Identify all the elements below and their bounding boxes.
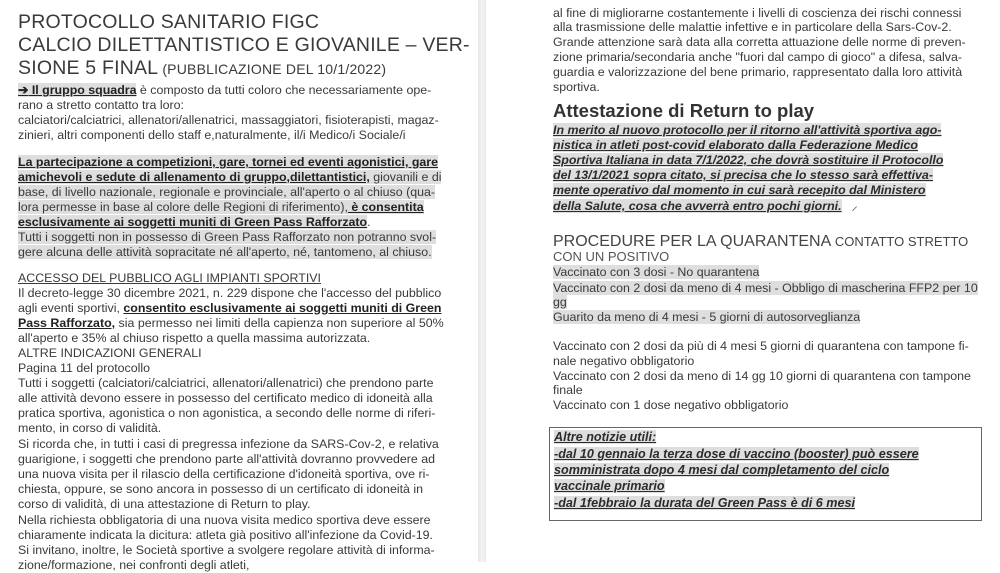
notizie-line-2: somministrata dopo 4 mesi dal completamento del ciclo [554, 463, 890, 477]
indicazioni-line-13: zione/formazione, nei confronti degli atleti, [18, 558, 250, 572]
quarantena-item-4: Vaccinato con 2 dosi da più di 4 mesi 5 giorni di quarantena con tampone fi- [553, 339, 969, 353]
pen-mark-icon: ⸝ [851, 199, 858, 213]
quarantena-item-3: Guarito da meno di 4 mesi - 5 giorni di autosorveglianza [553, 310, 861, 324]
quarantena-item-2: Vaccinato con 2 dosi da meno di 4 mesi - Obbligo di mascherina FFP2 per 10 [553, 281, 978, 295]
quarantena-heading-2: CON UN POSITIVO [553, 249, 670, 264]
accesso-line-4: all'aperto e 35% al chiuso rispetto a quella massima autorizzata. [18, 331, 371, 345]
quarantena-item-5: Vaccinato con 2 dosi da meno di 14 gg 10 giorni di quarantena con tampone [553, 369, 971, 383]
indicazioni-line-7: una nuova visita per il rilascio della certificazione d'idoneità sportiva, ove ri- [18, 467, 430, 481]
indicazioni-line-8: chiesta, oppure, se sono ancora in possesso di un certificato di idoneità in [18, 482, 424, 496]
indicazioni-line-12: Si invitano, inoltre, le Società sportive a svolgere regolare attività di informa- [18, 543, 435, 557]
notizie-line-3: vaccinale primario [554, 479, 665, 493]
doc-title-line-1: PROTOCOLLO SANITARIO FIGC [18, 11, 320, 33]
quarantena-item-5-cont: finale [553, 383, 583, 397]
indicazioni-line-6: guarigione, i soggetti che prendono parte all'attività dovranno provvedere ad [18, 452, 436, 466]
indicazioni-line-4: mento, in corso di validità. [18, 421, 162, 435]
left-page [0, 0, 478, 572]
quarantena-item-6: Vaccinato con 1 dose negativo obbligatorio [553, 398, 789, 412]
partecipazione-line-7: gere alcuna delle attività sopracitate né all'aperto, né, tantomeno, al chiuso. [18, 245, 432, 259]
indicazioni-line-3: pratica sportiva, agonistica o non agonistica, a secondo delle norme di riferi- [18, 406, 436, 420]
rtp-line-3: Sportiva Italiana in data 7/1/2022, che dovrà sostituire il Protocollo [553, 153, 944, 167]
rtp-heading: Attestazione di Return to play [553, 100, 815, 121]
rtp-line-6: della Salute, cosa che avverrà entro pochi giorni. ⸝ [553, 199, 858, 213]
notizie-title: Altre notizie utili: [554, 430, 657, 444]
page-gutter [478, 0, 486, 562]
indicazioni-line-9: corso di validità, di una attestazione di Return to play. [18, 497, 311, 511]
intro-line-2: alla trasmissione delle malattie infettive e in particolare della Sars-Cov-2. [553, 20, 952, 34]
gruppo-line-3: calciatori/calciatrici, allenatori/allenatrici, massaggiatori, fisioterapisti, magaz- [18, 113, 439, 127]
doc-title-line-2: CALCIO DILETTANTISTICO E GIOVANILE – VER- [18, 34, 470, 56]
altre-indicazioni-heading: ALTRE INDICAZIONI GENERALI [18, 346, 202, 360]
intro-line-4: zione primaria/secondaria anche "fuori dal campo di gioco" a difesa, salva- [553, 50, 962, 64]
rtp-line-2: nistica in atleti post-covid elaborato dalla Federazione Medico [553, 138, 918, 152]
gruppo-line-1: ➔ Il gruppo squadra è composto da tutti coloro che necessariamente ope- [18, 83, 432, 97]
page-reference: Pagina 11 del protocollo [18, 361, 151, 375]
indicazioni-line-5: Si ricorda che, in tutti i casi di pregressa infezione da SARS-Cov-2, e relativa [18, 437, 439, 451]
rtp-line-1: In merito al nuovo protocollo per il ritorno all'attività sportiva ago- [553, 123, 942, 137]
rtp-line-4: del 13/1/2021 sopra citato, si precisa che lo stesso sarà effettiva- [553, 168, 933, 182]
quarantena-heading: PROCEDURE PER LA QUARANTENA CONTATTO STRETTO [553, 233, 969, 250]
quarantena-item-1: Vaccinato con 3 dosi - No quarantena [553, 265, 760, 279]
doc-title-line-3: SIONE 5 FINAL (PUBBLICAZIONE DEL 10/1/2022) [18, 57, 387, 79]
accesso-line-2: agli eventi sportivi, consentito esclusivamente ai soggetti muniti di Green [18, 301, 442, 315]
intro-line-6: sportiva. [553, 80, 600, 94]
partecipazione-line-6: Tutti i soggetti non in possesso di Green Pass Rafforzato non potranno svol- [18, 230, 437, 244]
rtp-line-5: mente operativo dal momento in cui sarà recepito dal Ministero [553, 183, 926, 197]
indicazioni-line-10: Nella richiesta obbligatoria di una nuova visita medico sportiva deve essere [18, 513, 431, 527]
notizie-line-4: -dal 1febbraio la durata del Green Pass è di 6 mesi [554, 496, 855, 510]
partecipazione-line-3: base, di livello nazionale, regionale e provinciale, all'aperto o al chiuso (qua- [18, 185, 436, 199]
accesso-heading: ACCESSO DEL PUBBLICO AGLI IMPIANTI SPORTIVI [18, 271, 321, 285]
arrow-icon: ➔ [18, 83, 29, 97]
partecipazione-line-2: amichevoli e sedute di allenamento di gruppo,dilettantistici, giovanili e di [18, 170, 442, 184]
quarantena-item-4-cont: nale negativo obbligatorio [553, 354, 695, 368]
partecipazione-line-5: esclusivamente ai soggetti muniti di Green Pass Rafforzato. [18, 215, 371, 229]
notizie-line-1: -dal 10 gennaio la terza dose di vaccino (booster) può essere [554, 447, 919, 461]
gruppo-line-4: zinieri, altri componenti dello staff e,naturalmente, il/i Medico/i Sociale/i [18, 128, 406, 142]
intro-line-1: al fine di migliorarne costantemente i livelli di coscienza dei rischi connessi [553, 6, 962, 20]
indicazioni-line-2: alle attività devono essere in possesso del certificato medico di idoneità alla [18, 391, 433, 405]
intro-line-5: guardia e valorizzazione del bene primario, rappresentato dalla loro attività [553, 65, 963, 79]
gruppo-line-2: rano a stretto contatto tra loro: [18, 98, 184, 112]
indicazioni-line-1: Tutti i soggetti (calciatori/calciatrici, allenatori/allenatrici) che prendono parte [18, 376, 434, 390]
accesso-line-1: Il decreto-legge 30 dicembre 2021, n. 229 dispone che l'accesso del pubblico [18, 286, 442, 300]
intro-line-3: Grande attenzione sarà data alla corretta attuazione delle norme di preven- [553, 35, 966, 49]
partecipazione-line-1: La partecipazione a competizioni, gare, tornei ed eventi agonistici, gare [18, 155, 439, 169]
partecipazione-line-4: lora permesse in base al colore delle Regioni di riferimento), è consentita [18, 200, 424, 214]
accesso-line-3: Pass Rafforzato, sia permesso nei limiti della capienza non superiore al 50% [18, 316, 444, 330]
indicazioni-line-11: chiaramente indicata la dicitura: atleta già positivo all'infezione da Covid-19. [18, 528, 433, 542]
quarantena-item-2-cont: gg [553, 295, 567, 309]
